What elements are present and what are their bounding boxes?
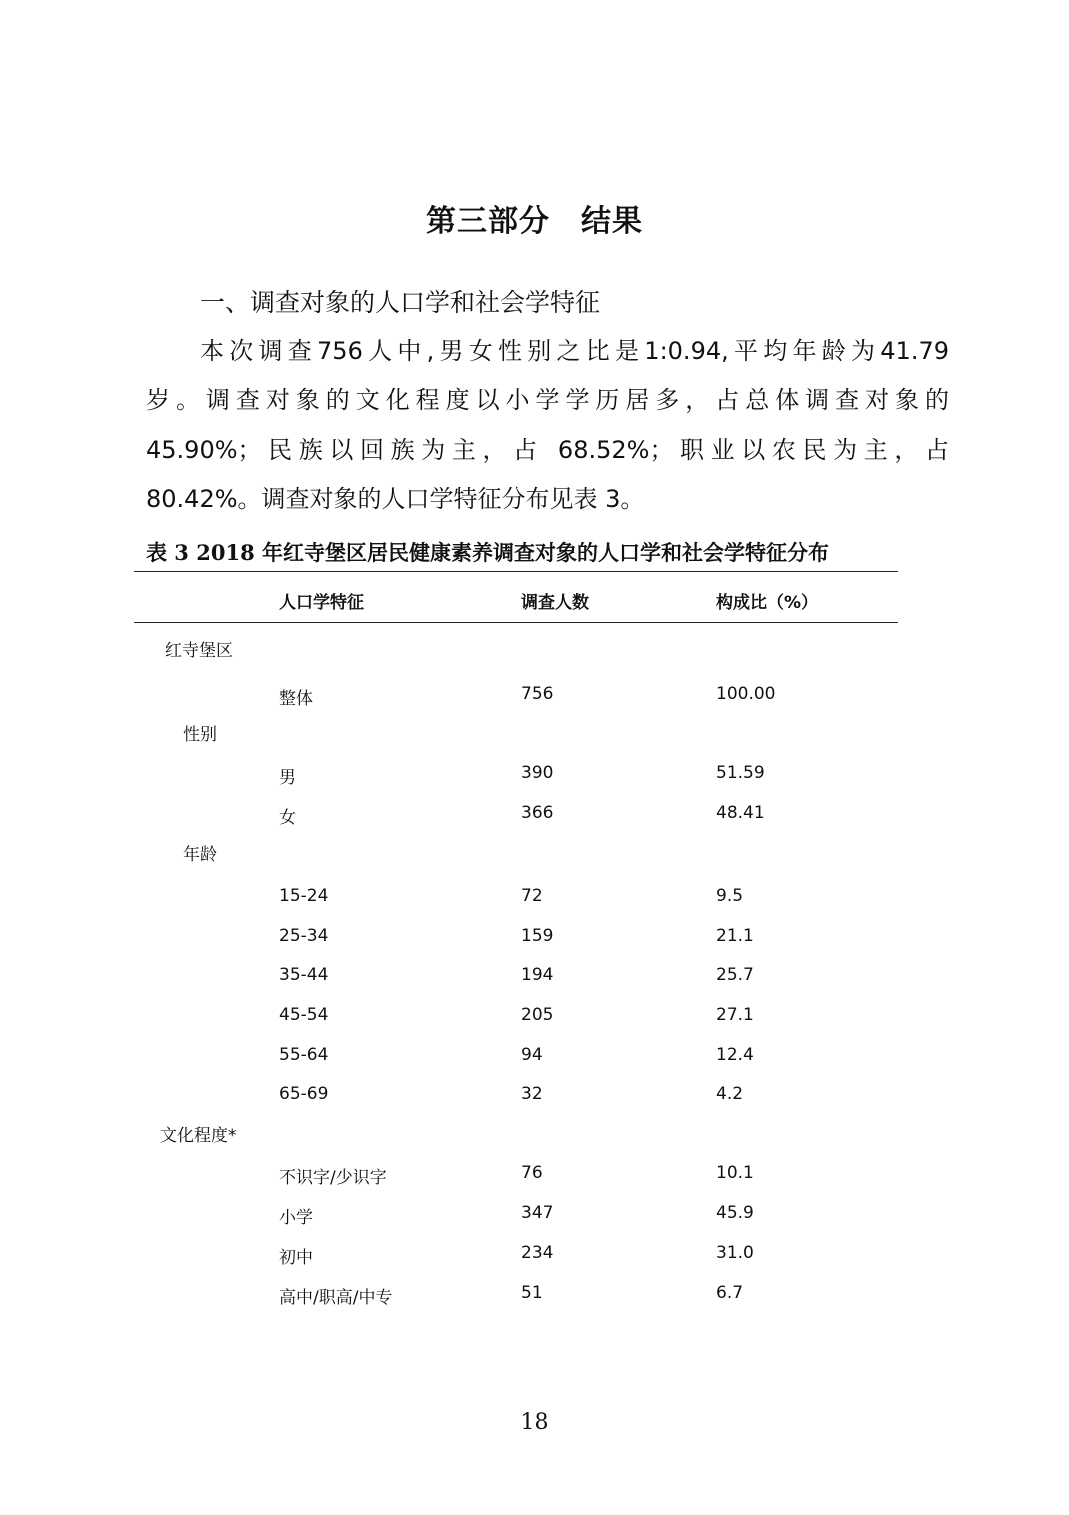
table-row-count: 94 bbox=[521, 1045, 543, 1065]
table-group-age: 年龄 bbox=[183, 845, 217, 865]
table-row-label: 整体 bbox=[279, 689, 313, 709]
paragraph-line: 岁。调查对象的文化程度以小学学历居多，占总体调查对象的 bbox=[146, 386, 949, 414]
table-row-count: 194 bbox=[521, 965, 554, 985]
table-row-count: 76 bbox=[521, 1163, 543, 1183]
table-group-region: 红寺堡区 bbox=[165, 641, 233, 661]
table-row-ratio: 6.7 bbox=[716, 1283, 744, 1303]
table-row-ratio: 27.1 bbox=[716, 1005, 754, 1025]
table-header-rule bbox=[134, 622, 898, 623]
table-row-label: 65-69 bbox=[279, 1084, 329, 1104]
table-row-ratio: 21.1 bbox=[716, 926, 754, 946]
page-title: 第三部分 结果 bbox=[426, 204, 643, 239]
table-header-count: 调查人数 bbox=[521, 593, 589, 613]
table-row-ratio: 4.2 bbox=[716, 1084, 744, 1104]
table-row-label: 小学 bbox=[279, 1208, 313, 1228]
section-heading: 一、调查对象的人口学和社会学特征 bbox=[200, 288, 601, 317]
table-row-count: 32 bbox=[521, 1084, 543, 1104]
table-row-count: 205 bbox=[521, 1005, 554, 1025]
table-row-ratio: 48.41 bbox=[716, 803, 765, 823]
paragraph-line: 本次调查756人中,男女性别之比是1:0.94,平均年龄为41.79 bbox=[200, 337, 949, 365]
table-row-label: 男 bbox=[279, 768, 296, 788]
paragraph-line: 45.90%；民族以回族为主，占 68.52%；职业以农民为主，占 bbox=[146, 436, 949, 464]
table-row-count: 234 bbox=[521, 1243, 554, 1263]
table-header-ratio: 构成比（%） bbox=[716, 593, 819, 613]
table-top-rule bbox=[134, 571, 898, 572]
table-row-label: 55-64 bbox=[279, 1045, 329, 1065]
table-row-label: 25-34 bbox=[279, 926, 329, 946]
table-row-count: 159 bbox=[521, 926, 554, 946]
table-row-count: 72 bbox=[521, 886, 543, 906]
table-row-ratio: 100.00 bbox=[716, 684, 776, 704]
table-row-count: 390 bbox=[521, 763, 554, 783]
table-row-ratio: 12.4 bbox=[716, 1045, 754, 1065]
table-row-ratio: 10.1 bbox=[716, 1163, 754, 1183]
table-group-education: 文化程度* bbox=[160, 1126, 237, 1146]
table-caption: 表 3 2018 年红寺堡区居民健康素养调查对象的人口学和社会学特征分布 bbox=[146, 540, 829, 565]
table-row-count: 756 bbox=[521, 684, 554, 704]
table-row-count: 366 bbox=[521, 803, 554, 823]
table-row-count: 347 bbox=[521, 1203, 554, 1223]
table-row-ratio: 51.59 bbox=[716, 763, 765, 783]
table-row-ratio: 31.0 bbox=[716, 1243, 754, 1263]
table-row-label: 女 bbox=[279, 808, 296, 828]
table-row-ratio: 45.9 bbox=[716, 1203, 754, 1223]
table-row-count: 51 bbox=[521, 1283, 543, 1303]
table-row-label: 高中/职高/中专 bbox=[279, 1288, 393, 1308]
table-row-label: 45-54 bbox=[279, 1005, 329, 1025]
table-row-label: 35-44 bbox=[279, 965, 329, 985]
paragraph-line: 80.42%。调查对象的人口学特征分布见表 3。 bbox=[146, 485, 645, 513]
table-row-ratio: 25.7 bbox=[716, 965, 754, 985]
table-row-label: 15-24 bbox=[279, 886, 329, 906]
table-row-label: 初中 bbox=[279, 1248, 313, 1268]
table-row-ratio: 9.5 bbox=[716, 886, 744, 906]
table-header-feature: 人口学特征 bbox=[279, 593, 364, 613]
table-group-gender: 性别 bbox=[183, 725, 217, 745]
table-row-label: 不识字/少识字 bbox=[279, 1168, 387, 1188]
page-number: 18 bbox=[520, 1410, 549, 1435]
